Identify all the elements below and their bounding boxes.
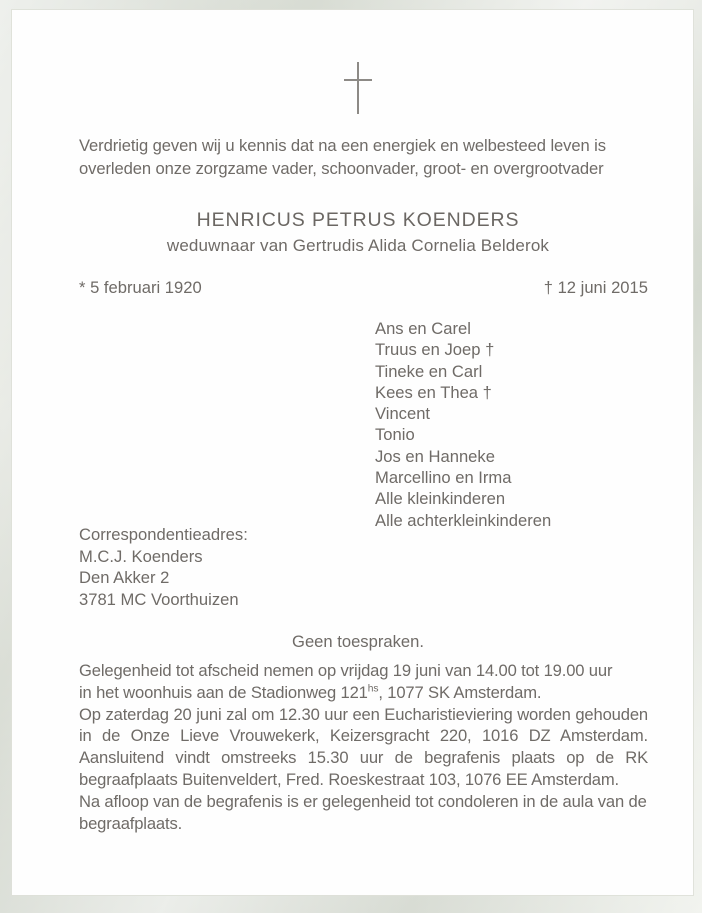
card-content (68, 10, 648, 895)
house-number-suffix: hs (367, 683, 379, 695)
memorial-card (12, 10, 693, 895)
list-item: Jos en Hanneke (375, 446, 495, 466)
viewing-address-after: , 1077 SK Amsterdam. (378, 682, 542, 702)
list-item: Vincent (375, 404, 431, 424)
no-speeches-notice: Geen toespraken. (292, 632, 424, 651)
address-name: M.C.J. Koenders (79, 546, 203, 566)
address-city: 3781 MC Voorthuizen (79, 589, 239, 609)
viewing-address-before: in het woonhuis aan de Stadionweg 121 (79, 682, 368, 702)
list-item: Marcellino en Irma (375, 468, 512, 488)
viewing-line-2 (79, 682, 648, 704)
life-dates (79, 278, 648, 298)
address-label: Correspondentieadres: (79, 525, 248, 544)
cross-horizontal-bar (344, 79, 372, 81)
survivors-list (375, 318, 648, 531)
list-item: Ans en Carel (375, 319, 471, 338)
condolences-details: Na afloop van de begrafenis is er gelegenheid tot condoleren in de aula van de begraafplaats. (79, 791, 647, 833)
correspondence-address (79, 524, 399, 610)
list-item: Tonio (375, 425, 415, 445)
address-street: Den Akker 2 (79, 568, 170, 587)
death-date: † 12 juni 2015 (543, 278, 648, 297)
list-item: Tineke en Carl (375, 361, 483, 381)
latin-cross-icon (341, 62, 375, 114)
cross-vertical-bar (357, 62, 359, 114)
viewing-line-1: Gelegenheid tot afscheid nemen op vrijdag 19 juni van 14.00 tot 19.00 uur (79, 661, 613, 680)
list-item: Kees en Thea † (375, 382, 492, 402)
list-item: Alle kleinkinderen (375, 489, 506, 509)
funeral-arrangements (79, 660, 648, 834)
service-details: Op zaterdag 20 juni zal om 12.30 uur een Eucharistieviering worden gehouden in de Onze Lieve Vrouwekerk, Keizersgracht 220, 1016 DZ Amsterdam. Aansluitend vindt omstreeks 15.30 uur de begrafenis plaats op de RK begraafplaats Buitenveldert, Fred. Roeskestraat 103, 1076 EE Amsterdam. (79, 704, 648, 789)
announcement-intro-text: Verdrietig geven wij u kennis dat na een energiek en welbesteed leven is overleden onze zorgzame vader, schoonvader, groot- en overgrootvader (79, 136, 606, 178)
list-item: Alle achterkleinkinderen (375, 510, 552, 530)
spouse-line: weduwnaar van Gertrudis Alida Cornelia Belderok (166, 236, 550, 255)
deceased-name: HENRICUS PETRUS KOENDERS (196, 209, 520, 231)
list-item: Truus en Joep † (375, 340, 495, 360)
birth-date: * 5 februari 1920 (79, 278, 202, 297)
cross-symbol-container (68, 62, 648, 119)
